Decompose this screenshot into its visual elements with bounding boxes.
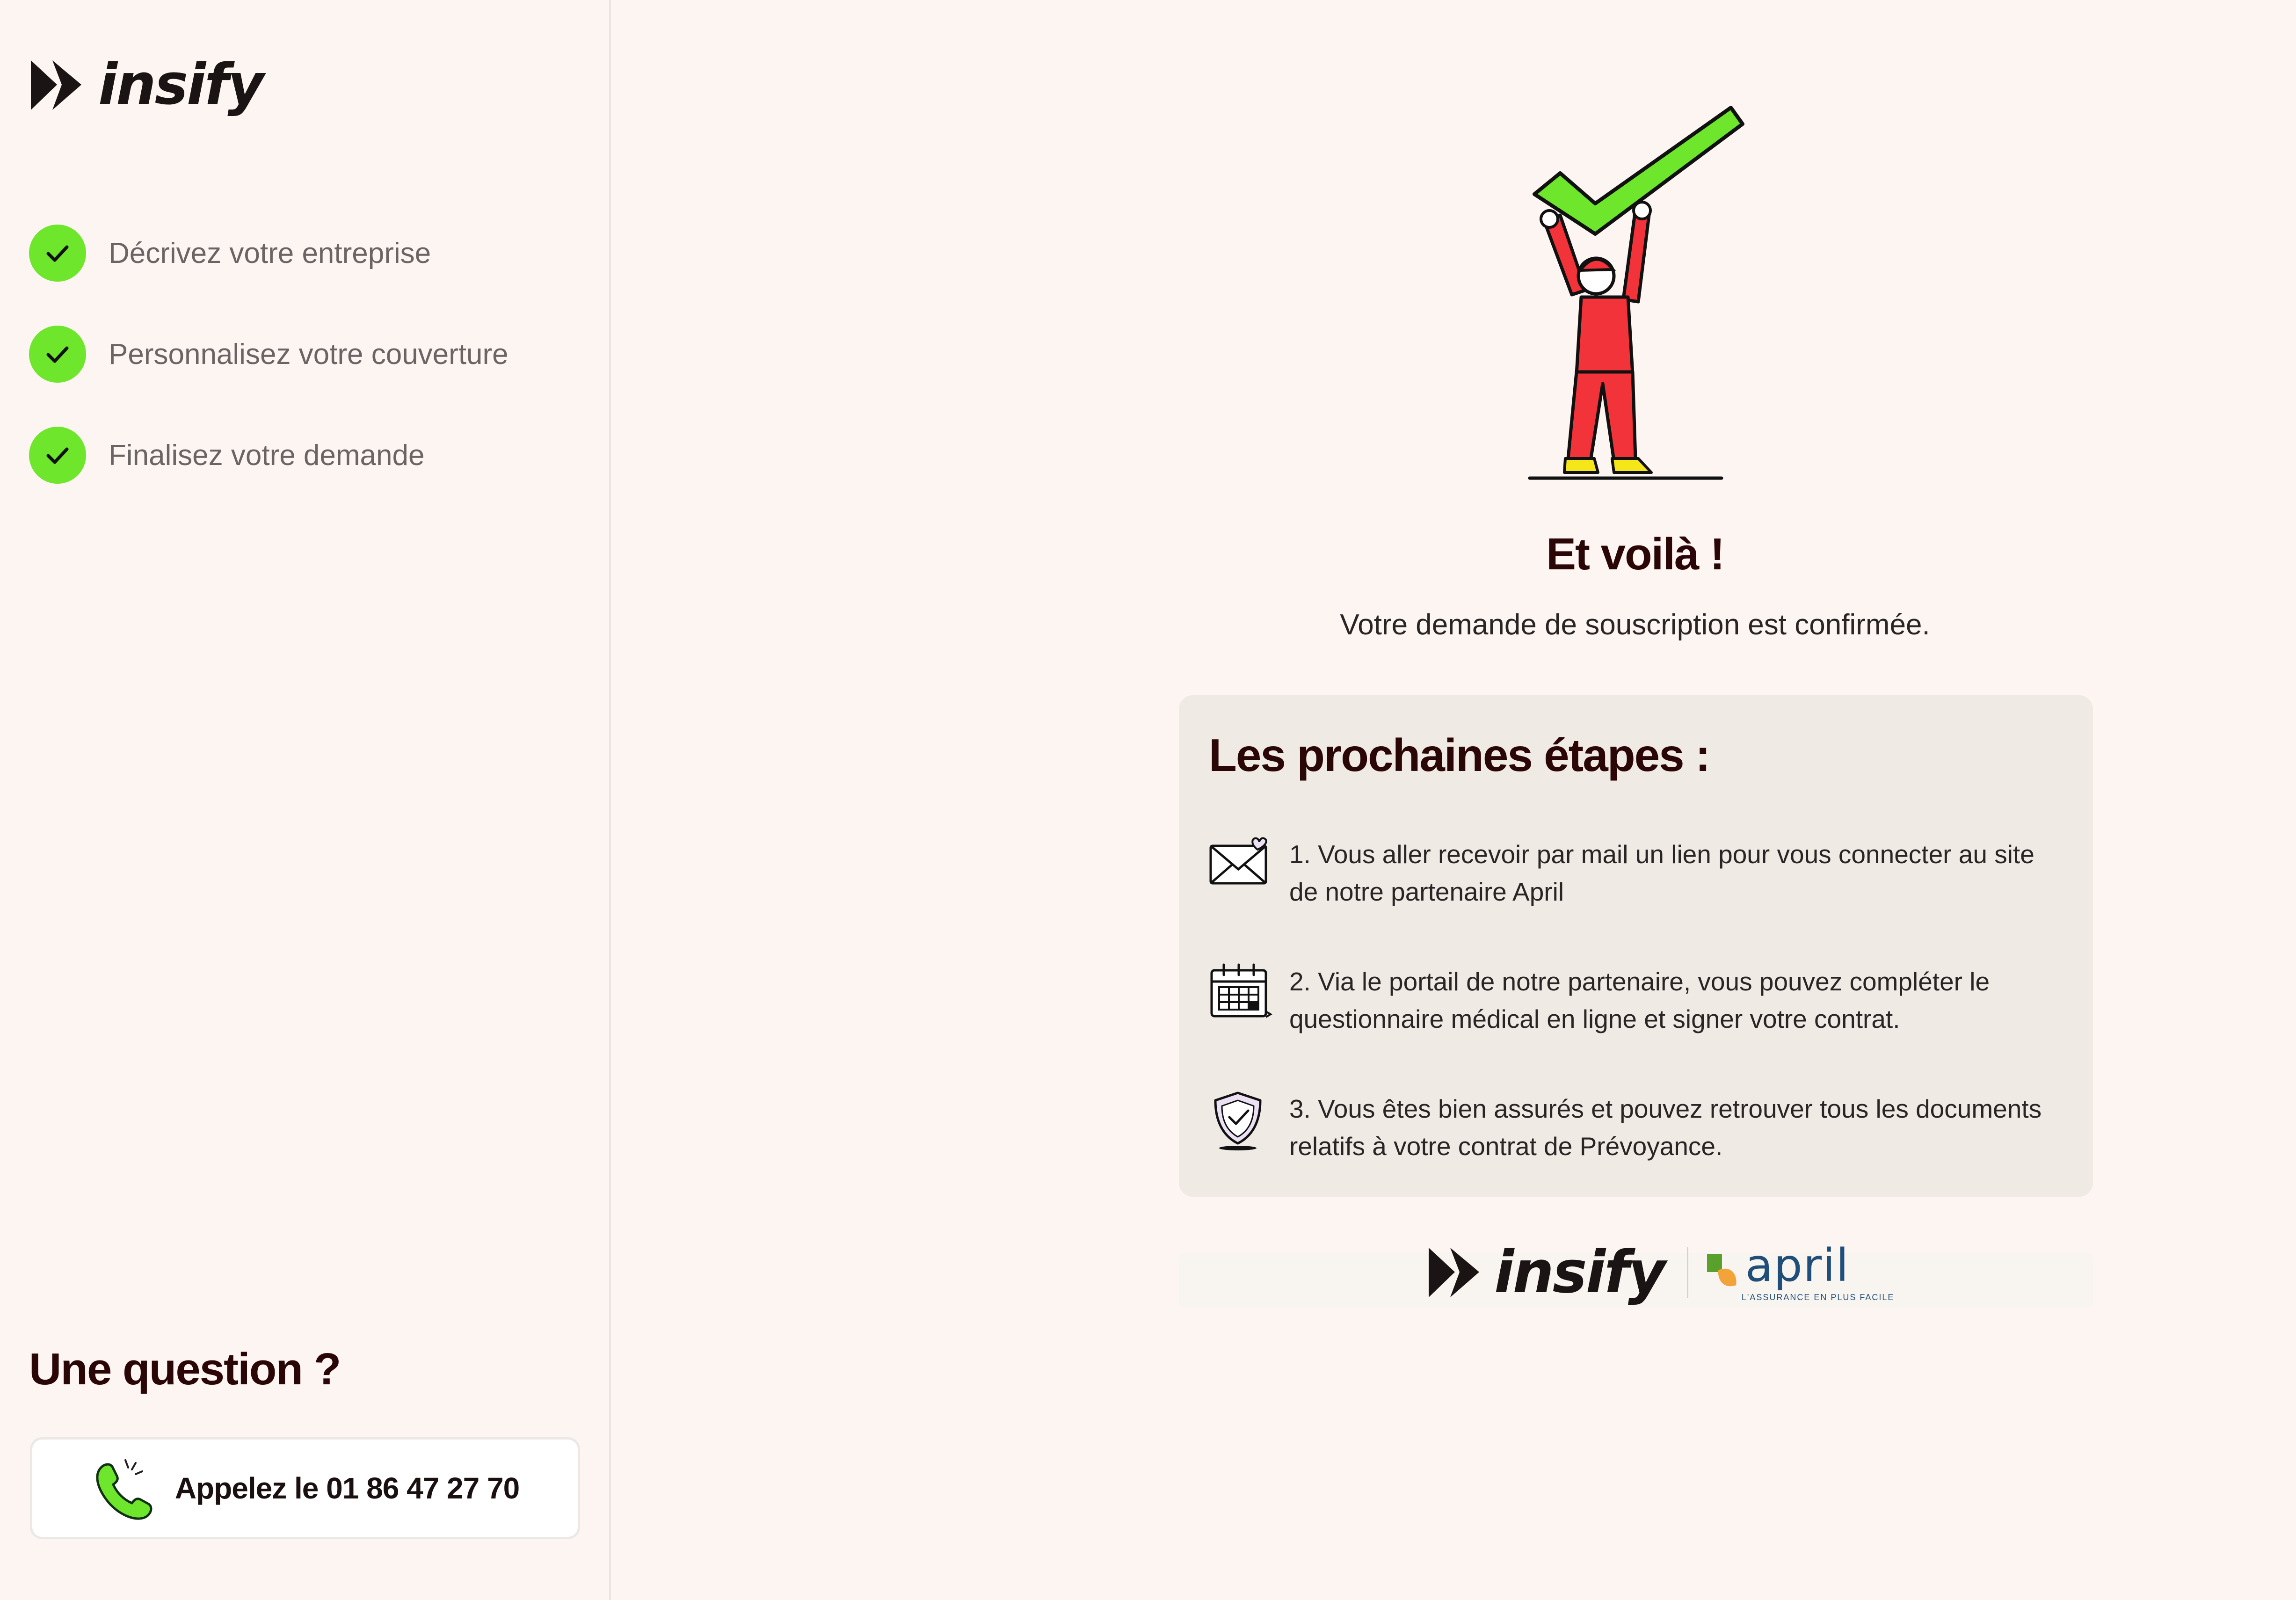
confirmation-message: Votre demande de souscription est confirmée. xyxy=(1340,609,1930,641)
next-step-text: 2. Via le portail de notre partenaire, vous pouvez compléter le questionnaire médical en ligne et signer votre contrat. xyxy=(1289,967,1990,1033)
april-logo xyxy=(1741,1239,1895,1302)
check-icon xyxy=(29,225,86,282)
call-button[interactable] xyxy=(30,1437,580,1539)
page-title: Et voilà ! xyxy=(1546,529,1724,579)
phone-ringing-icon xyxy=(91,1455,156,1521)
next-step-text: 3. Vous êtes bien assurés et pouvez retrouver tous les documents relatifs à votre contrat de Prévoyance. xyxy=(1289,1094,2042,1161)
next-steps-title: Les prochaines étapes : xyxy=(1209,729,1710,781)
insify-logo[interactable] xyxy=(29,52,263,117)
call-button-label: Appelez le 01 86 47 27 70 xyxy=(174,1471,520,1505)
calendar-icon xyxy=(1207,963,1272,1019)
check-icon xyxy=(29,427,86,484)
fast-forward-logo-icon xyxy=(1427,1245,1482,1300)
step-finalize-request xyxy=(29,425,509,486)
next-steps-card xyxy=(1179,695,2093,1197)
check-icon xyxy=(29,326,86,383)
next-step-item xyxy=(1207,1090,2068,1165)
next-step-item xyxy=(1207,963,2068,1038)
april-leaf-icon xyxy=(1704,1251,1742,1294)
shield-check-icon xyxy=(1207,1090,1272,1151)
step-label: Personnalisez votre couverture xyxy=(109,338,509,371)
progress-steps xyxy=(29,223,509,526)
step-customize-coverage xyxy=(29,324,509,385)
partner-logos xyxy=(1427,1235,1894,1310)
fast-forward-logo-icon xyxy=(29,58,84,113)
step-label: Décrivez votre entreprise xyxy=(109,237,431,269)
logo-divider xyxy=(1687,1247,1688,1298)
next-step-item xyxy=(1207,836,2068,910)
next-step-text: 1. Vous aller recevoir par mail un lien pour vous connecter au site de notre partenaire April xyxy=(1289,840,2034,906)
sidebar xyxy=(0,0,611,1600)
logo-wordmark: insify xyxy=(98,52,263,117)
april-wordmark: april xyxy=(1745,1239,1850,1292)
mail-heart-icon xyxy=(1207,836,1272,887)
person-holding-checkmark-illustration xyxy=(1516,98,1759,487)
insify-wordmark: insify xyxy=(1494,1239,1664,1306)
april-tagline: L'ASSURANCE EN PLUS FACILE xyxy=(1741,1292,1895,1302)
question-heading: Une question ? xyxy=(29,1344,341,1394)
step-describe-company xyxy=(29,223,509,284)
step-label: Finalisez votre demande xyxy=(109,439,425,472)
